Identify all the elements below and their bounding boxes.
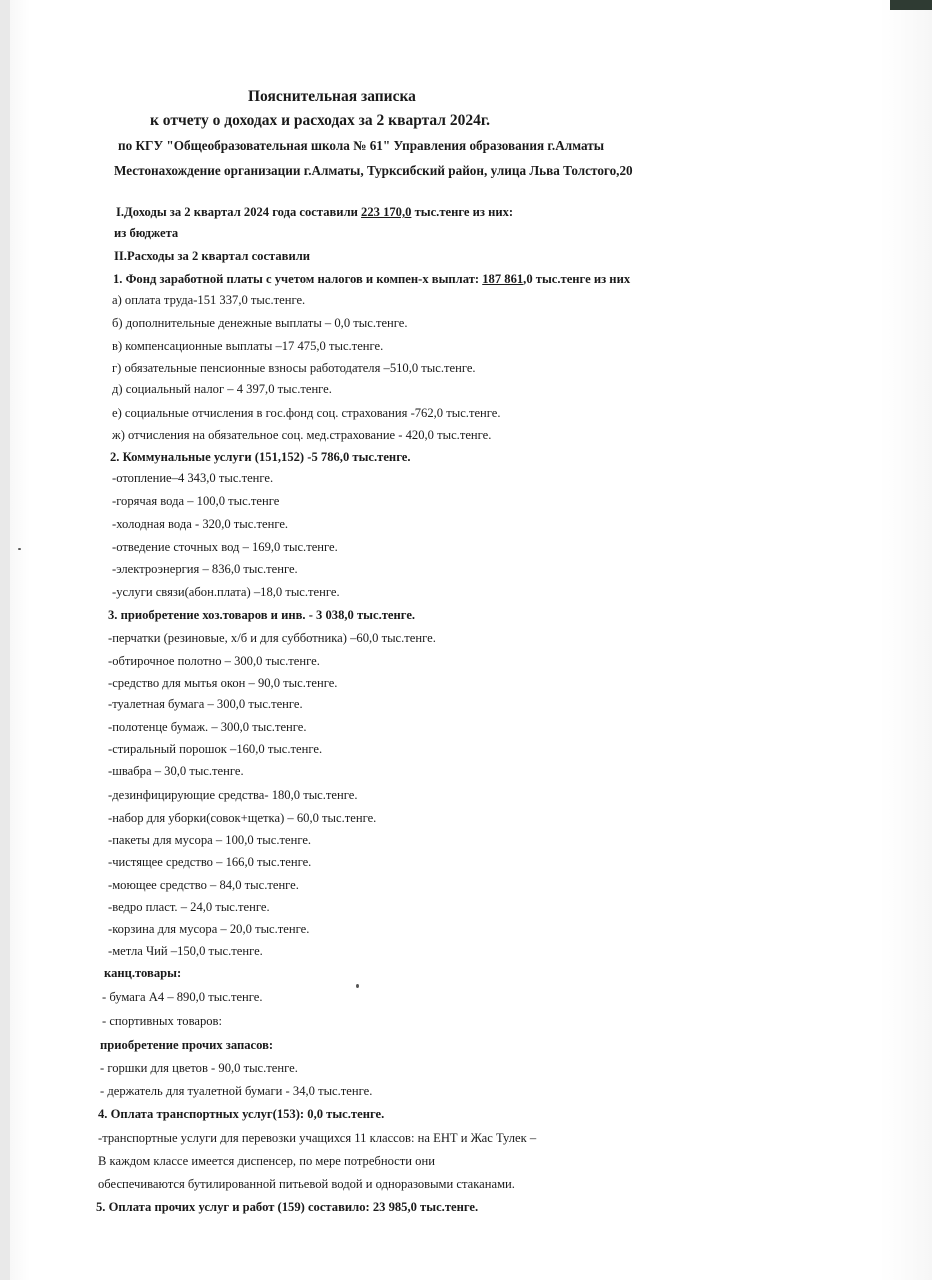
utilities-item: -услуги связи(абон.плата) –18,0 тыс.тенге.: [112, 585, 340, 599]
payroll-item: г) обязательные пенсионные взносы работодателя –510,0 тыс.тенге.: [112, 361, 476, 375]
supplies-heading: 3. приобретение хоз.товаров и инв. - 3 038,0 тыс.тенге.: [108, 608, 416, 622]
utilities-item: -отведение сточных вод – 169,0 тыс.тенге.: [112, 540, 338, 554]
income-prefix: I.Доходы за 2 квартал 2024 года составили: [116, 205, 362, 219]
supplies-item: -дезинфицирующие средства- 180,0 тыс.тенге.: [108, 788, 358, 802]
supplies-item: -обтирочное полотно – 300,0 тыс.тенге.: [108, 654, 320, 668]
supplies-item: -туалетная бумага – 300,0 тыс.тенге.: [108, 697, 303, 711]
transport-heading: 4. Оплата транспортных услуг(153): 0,0 тыс.тенге.: [98, 1107, 385, 1121]
payroll-heading-suffix: ,0 тыс.тенге из них: [523, 272, 631, 286]
payroll-heading-amount: 187 861: [482, 272, 524, 286]
scan-edge-left: [0, 0, 10, 1280]
other-supplies-heading: приобретение прочих запасов:: [100, 1038, 274, 1052]
supplies-item: -швабра – 30,0 тыс.тенге.: [108, 764, 244, 778]
other-supplies-item: - горшки для цветов - 90,0 тыс.тенге.: [100, 1061, 298, 1075]
utilities-item: -горячая вода – 100,0 тыс.тенге: [112, 494, 280, 508]
transport-line: обеспечиваются бутилированной питьевой водой и одноразовыми стаканами.: [98, 1177, 515, 1191]
supplies-item: -корзина для мусора – 20,0 тыс.тенге.: [108, 922, 310, 936]
other-services-heading: 5. Оплата прочих услуг и работ (159) составило: 23 985,0 тыс.тенге.: [96, 1200, 479, 1214]
payroll-item: е) социальные отчисления в гос.фонд соц. страхования -762,0 тыс.тенге.: [112, 406, 501, 420]
stationery-item: - спортивных товаров:: [102, 1014, 222, 1028]
stationery-heading: канц.товары:: [104, 966, 182, 980]
scan-speck: [18, 548, 21, 550]
document-subtitle: к отчету о доходах и расходах за 2 квартал 2024г.: [150, 112, 491, 129]
payroll-item: в) компенсационные выплаты –17 475,0 тыс.тенге.: [112, 339, 384, 353]
income-amount: 223 170,0: [361, 205, 412, 219]
income-line: [116, 205, 513, 220]
supplies-item: -метла Чий –150,0 тыс.тенге.: [108, 944, 263, 958]
payroll-item: ж) отчисления на обязательное соц. мед.страхование - 420,0 тыс.тенге.: [112, 428, 492, 442]
supplies-item: -перчатки (резиновые, х/б и для субботника) –60,0 тыс.тенге.: [108, 631, 436, 645]
utilities-heading: 2. Коммунальные услуги (151,152) -5 786,0 тыс.тенге.: [110, 450, 411, 464]
payroll-item: а) оплата труда-151 337,0 тыс.тенге.: [112, 293, 306, 307]
supplies-item: -ведро пласт. – 24,0 тыс.тенге.: [108, 900, 270, 914]
supplies-item: -полотенце бумаж. – 300,0 тыс.тенге.: [108, 720, 307, 734]
supplies-item: -набор для уборки(совок+щетка) – 60,0 тыс.тенге.: [108, 811, 377, 825]
org-line: по КГУ "Общеобразовательная школа № 61" Управления образования г.Алматы: [118, 138, 605, 153]
scan-edge-top-right: [890, 0, 932, 10]
utilities-item: -электроэнергия – 836,0 тыс.тенге.: [112, 562, 298, 576]
supplies-item: -средство для мытья окон – 90,0 тыс.тенге.: [108, 676, 338, 690]
expenses-heading: II.Расходы за 2 квартал составили: [114, 249, 311, 263]
scan-speck: [356, 984, 359, 988]
supplies-item: -стиральный порошок –160,0 тыс.тенге.: [108, 742, 323, 756]
income-suffix: тыс.тенге из них:: [411, 205, 514, 219]
supplies-item: -пакеты для мусора – 100,0 тыс.тенге.: [108, 833, 312, 847]
payroll-item: б) дополнительные денежные выплаты – 0,0 тыс.тенге.: [112, 316, 408, 330]
payroll-item: д) социальный налог – 4 397,0 тыс.тенге.: [112, 382, 332, 396]
document-title: Пояснительная записка: [248, 88, 416, 105]
income-from-budget: из бюджета: [114, 226, 179, 240]
transport-line: В каждом классе имеется диспенсер, по мере потребности они: [98, 1154, 435, 1168]
supplies-item: -моющее средство – 84,0 тыс.тенге.: [108, 878, 299, 892]
payroll-heading-prefix: 1. Фонд заработной платы с учетом налогов и компен-х выплат:: [113, 272, 483, 286]
supplies-item: -чистящее средство – 166,0 тыс.тенге.: [108, 855, 312, 869]
location-line: Местонахождение организации г.Алматы, Турксибский район, улица Льва Толстого,20: [114, 163, 633, 178]
other-supplies-item: - держатель для туалетной бумаги - 34,0 тыс.тенге.: [100, 1084, 373, 1098]
stationery-item: - бумага А4 – 890,0 тыс.тенге.: [102, 990, 263, 1004]
transport-line: -транспортные услуги для перевозки учащихся 11 классов: на ЕНТ и Жас Тулек –: [98, 1131, 537, 1145]
payroll-heading: [113, 272, 630, 287]
utilities-item: -отопление–4 343,0 тыс.тенге.: [112, 471, 274, 485]
utilities-item: -холодная вода - 320,0 тыс.тенге.: [112, 517, 289, 531]
